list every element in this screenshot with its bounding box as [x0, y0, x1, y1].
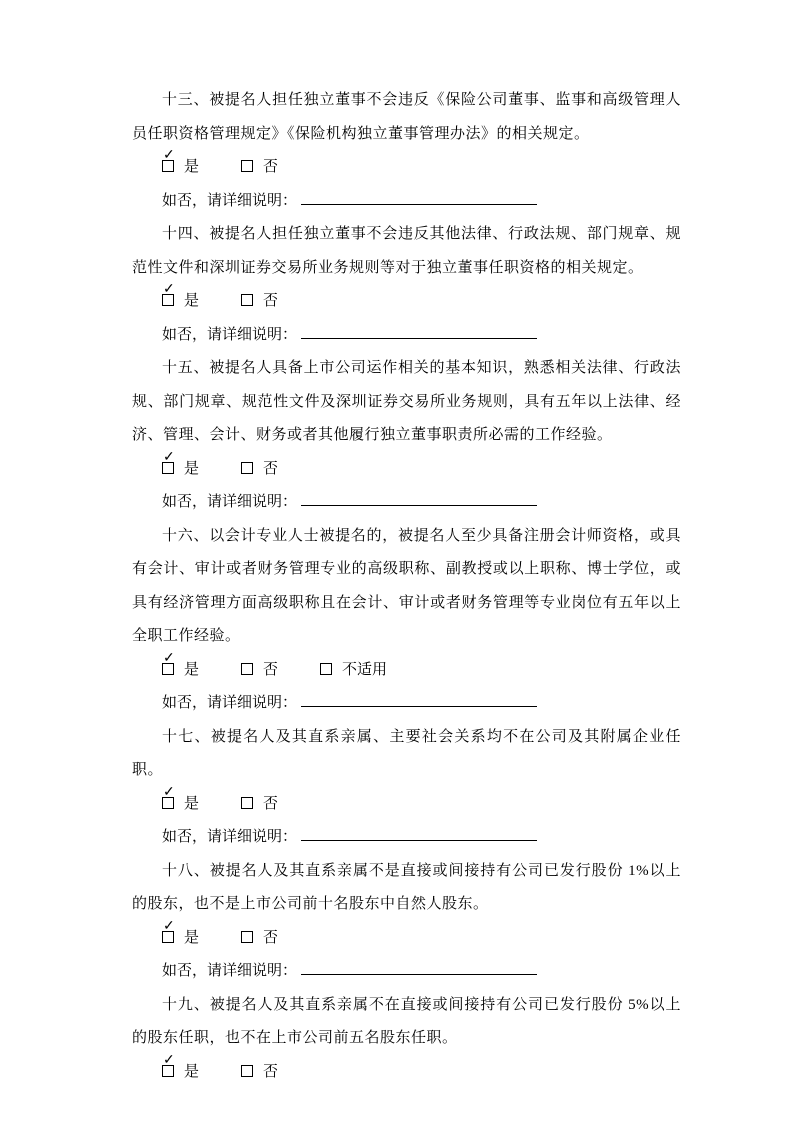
checkbox-option[interactable] — [162, 922, 199, 956]
checkbox-checked-icon[interactable] — [162, 1065, 174, 1077]
checkbox-label: 否 — [263, 460, 279, 477]
detail-prompt: 如否，请详细说明： — [162, 829, 298, 845]
item-statement: 十八、被提名人及其直系亲属不是直接或间接持有公司已发行股份 1%以上的股东，也不是上市公司前十名股东中自然人股东。 — [132, 862, 681, 912]
form-item — [132, 721, 681, 855]
checkbox-row — [162, 654, 681, 688]
checkbox-unchecked-icon[interactable] — [241, 797, 253, 809]
detail-prompt: 如否，请详细说明： — [162, 494, 298, 510]
checkbox-option[interactable] — [241, 1056, 278, 1090]
checkbox-label: 是 — [184, 929, 200, 946]
checkbox-option[interactable] — [241, 285, 278, 319]
form-item — [132, 218, 681, 352]
checkbox-checked-icon[interactable] — [162, 462, 174, 474]
form-item — [132, 84, 681, 218]
checkbox-label: 否 — [263, 159, 279, 175]
item-statement: 十五、被提名人具备上市公司运作相关的基本知识，熟悉相关法律、行政法规、部门规章、规范性文件及深圳证券交易所业务规则，具有五年以上法律、经济、管理、会计、财务或者其他履行独立董事职责所必需的工作经验。 — [132, 360, 681, 443]
checkbox-label: 是 — [184, 1063, 200, 1080]
detail-row — [162, 821, 681, 855]
checkbox-option[interactable] — [162, 654, 199, 688]
checkbox-option[interactable] — [162, 1056, 199, 1090]
checkbox-option[interactable] — [241, 453, 278, 487]
checkbox-label: 否 — [263, 929, 279, 946]
blank-underline-input[interactable] — [301, 960, 537, 975]
checkbox-row — [162, 453, 681, 487]
checkbox-checked-icon[interactable] — [162, 294, 174, 306]
checkbox-label: 否 — [263, 1063, 279, 1080]
form-items — [132, 84, 681, 1089]
form-item — [132, 520, 681, 721]
blank-underline-input[interactable] — [301, 324, 537, 339]
checkbox-option[interactable] — [241, 151, 278, 185]
form-item — [132, 989, 681, 1090]
checkbox-option[interactable] — [162, 453, 199, 487]
form-item — [132, 352, 681, 520]
blank-underline-input[interactable] — [301, 692, 537, 707]
checkbox-unchecked-icon[interactable] — [241, 663, 253, 675]
checkbox-option[interactable] — [162, 285, 199, 319]
blank-underline-input[interactable] — [301, 826, 537, 841]
item-statement: 十三、被提名人担任独立董事不会违反《保险公司董事、监事和高级管理人员任职资格管理规定》《保险机构独立董事管理办法》的相关规定。 — [132, 92, 681, 142]
checkbox-unchecked-icon[interactable] — [241, 1065, 253, 1077]
detail-row — [162, 486, 681, 520]
checkbox-label: 否 — [263, 293, 279, 309]
checkbox-option[interactable] — [241, 788, 278, 822]
blank-underline-input[interactable] — [301, 491, 537, 506]
checkbox-row — [162, 1056, 681, 1090]
item-statement: 十六、以会计专业人士被提名的，被提名人至少具备注册会计师资格，或具有会计、审计或者财务管理专业的高级职称、副教授或以上职称、博士学位，或具有经济管理方面高级职称且在会计、审计或者财务管理等专业岗位有五年以上全职工作经验。 — [132, 527, 681, 644]
checkbox-label: 不适用 — [342, 661, 388, 678]
detail-row — [162, 185, 681, 219]
checkbox-unchecked-icon[interactable] — [320, 663, 332, 675]
checkbox-label: 否 — [263, 661, 279, 678]
checkbox-option[interactable] — [241, 922, 278, 956]
item-statement: 十七、被提名人及其直系亲属、主要社会关系均不在公司及其附属企业任职。 — [132, 728, 681, 778]
checkbox-checked-icon[interactable] — [162, 160, 174, 172]
detail-prompt: 如否，请详细说明： — [162, 963, 298, 979]
detail-row — [162, 955, 681, 989]
checkbox-checked-icon[interactable] — [162, 663, 174, 675]
checkbox-label: 是 — [184, 795, 200, 812]
checkbox-label: 否 — [263, 795, 279, 812]
detail-prompt: 如否，请详细说明： — [162, 695, 298, 711]
detail-prompt: 如否，请详细说明： — [162, 326, 298, 343]
checkbox-label: 是 — [184, 661, 200, 678]
blank-underline-input[interactable] — [301, 190, 537, 205]
item-statement: 十四、被提名人担任独立董事不会违反其他法律、行政法规、部门规章、规范性文件和深圳证券交易所业务规则等对于独立董事任职资格的相关规定。 — [132, 226, 681, 276]
detail-row — [162, 687, 681, 721]
checkbox-row — [162, 922, 681, 956]
checkbox-label: 是 — [184, 460, 200, 477]
checkbox-label: 是 — [184, 159, 200, 175]
form-item — [132, 855, 681, 989]
detail-row — [162, 319, 681, 353]
checkbox-option[interactable] — [162, 151, 199, 185]
item-statement: 十九、被提名人及其直系亲属不在直接或间接持有公司已发行股份 5%以上的股东任职，也不在上市公司前五名股东任职。 — [132, 996, 681, 1046]
checkbox-option[interactable] — [320, 654, 387, 688]
checkbox-checked-icon[interactable] — [162, 931, 174, 943]
checkbox-checked-icon[interactable] — [162, 797, 174, 809]
checkbox-option[interactable] — [241, 654, 278, 688]
checkbox-unchecked-icon[interactable] — [241, 160, 253, 172]
checkbox-row — [162, 151, 681, 185]
checkbox-unchecked-icon[interactable] — [241, 462, 253, 474]
checkbox-unchecked-icon[interactable] — [241, 294, 253, 306]
detail-prompt: 如否，请详细说明： — [162, 192, 298, 209]
checkbox-row — [162, 285, 681, 319]
checkbox-unchecked-icon[interactable] — [241, 931, 253, 943]
checkbox-row — [162, 788, 681, 822]
checkbox-option[interactable] — [162, 788, 199, 822]
checkbox-label: 是 — [184, 293, 200, 309]
